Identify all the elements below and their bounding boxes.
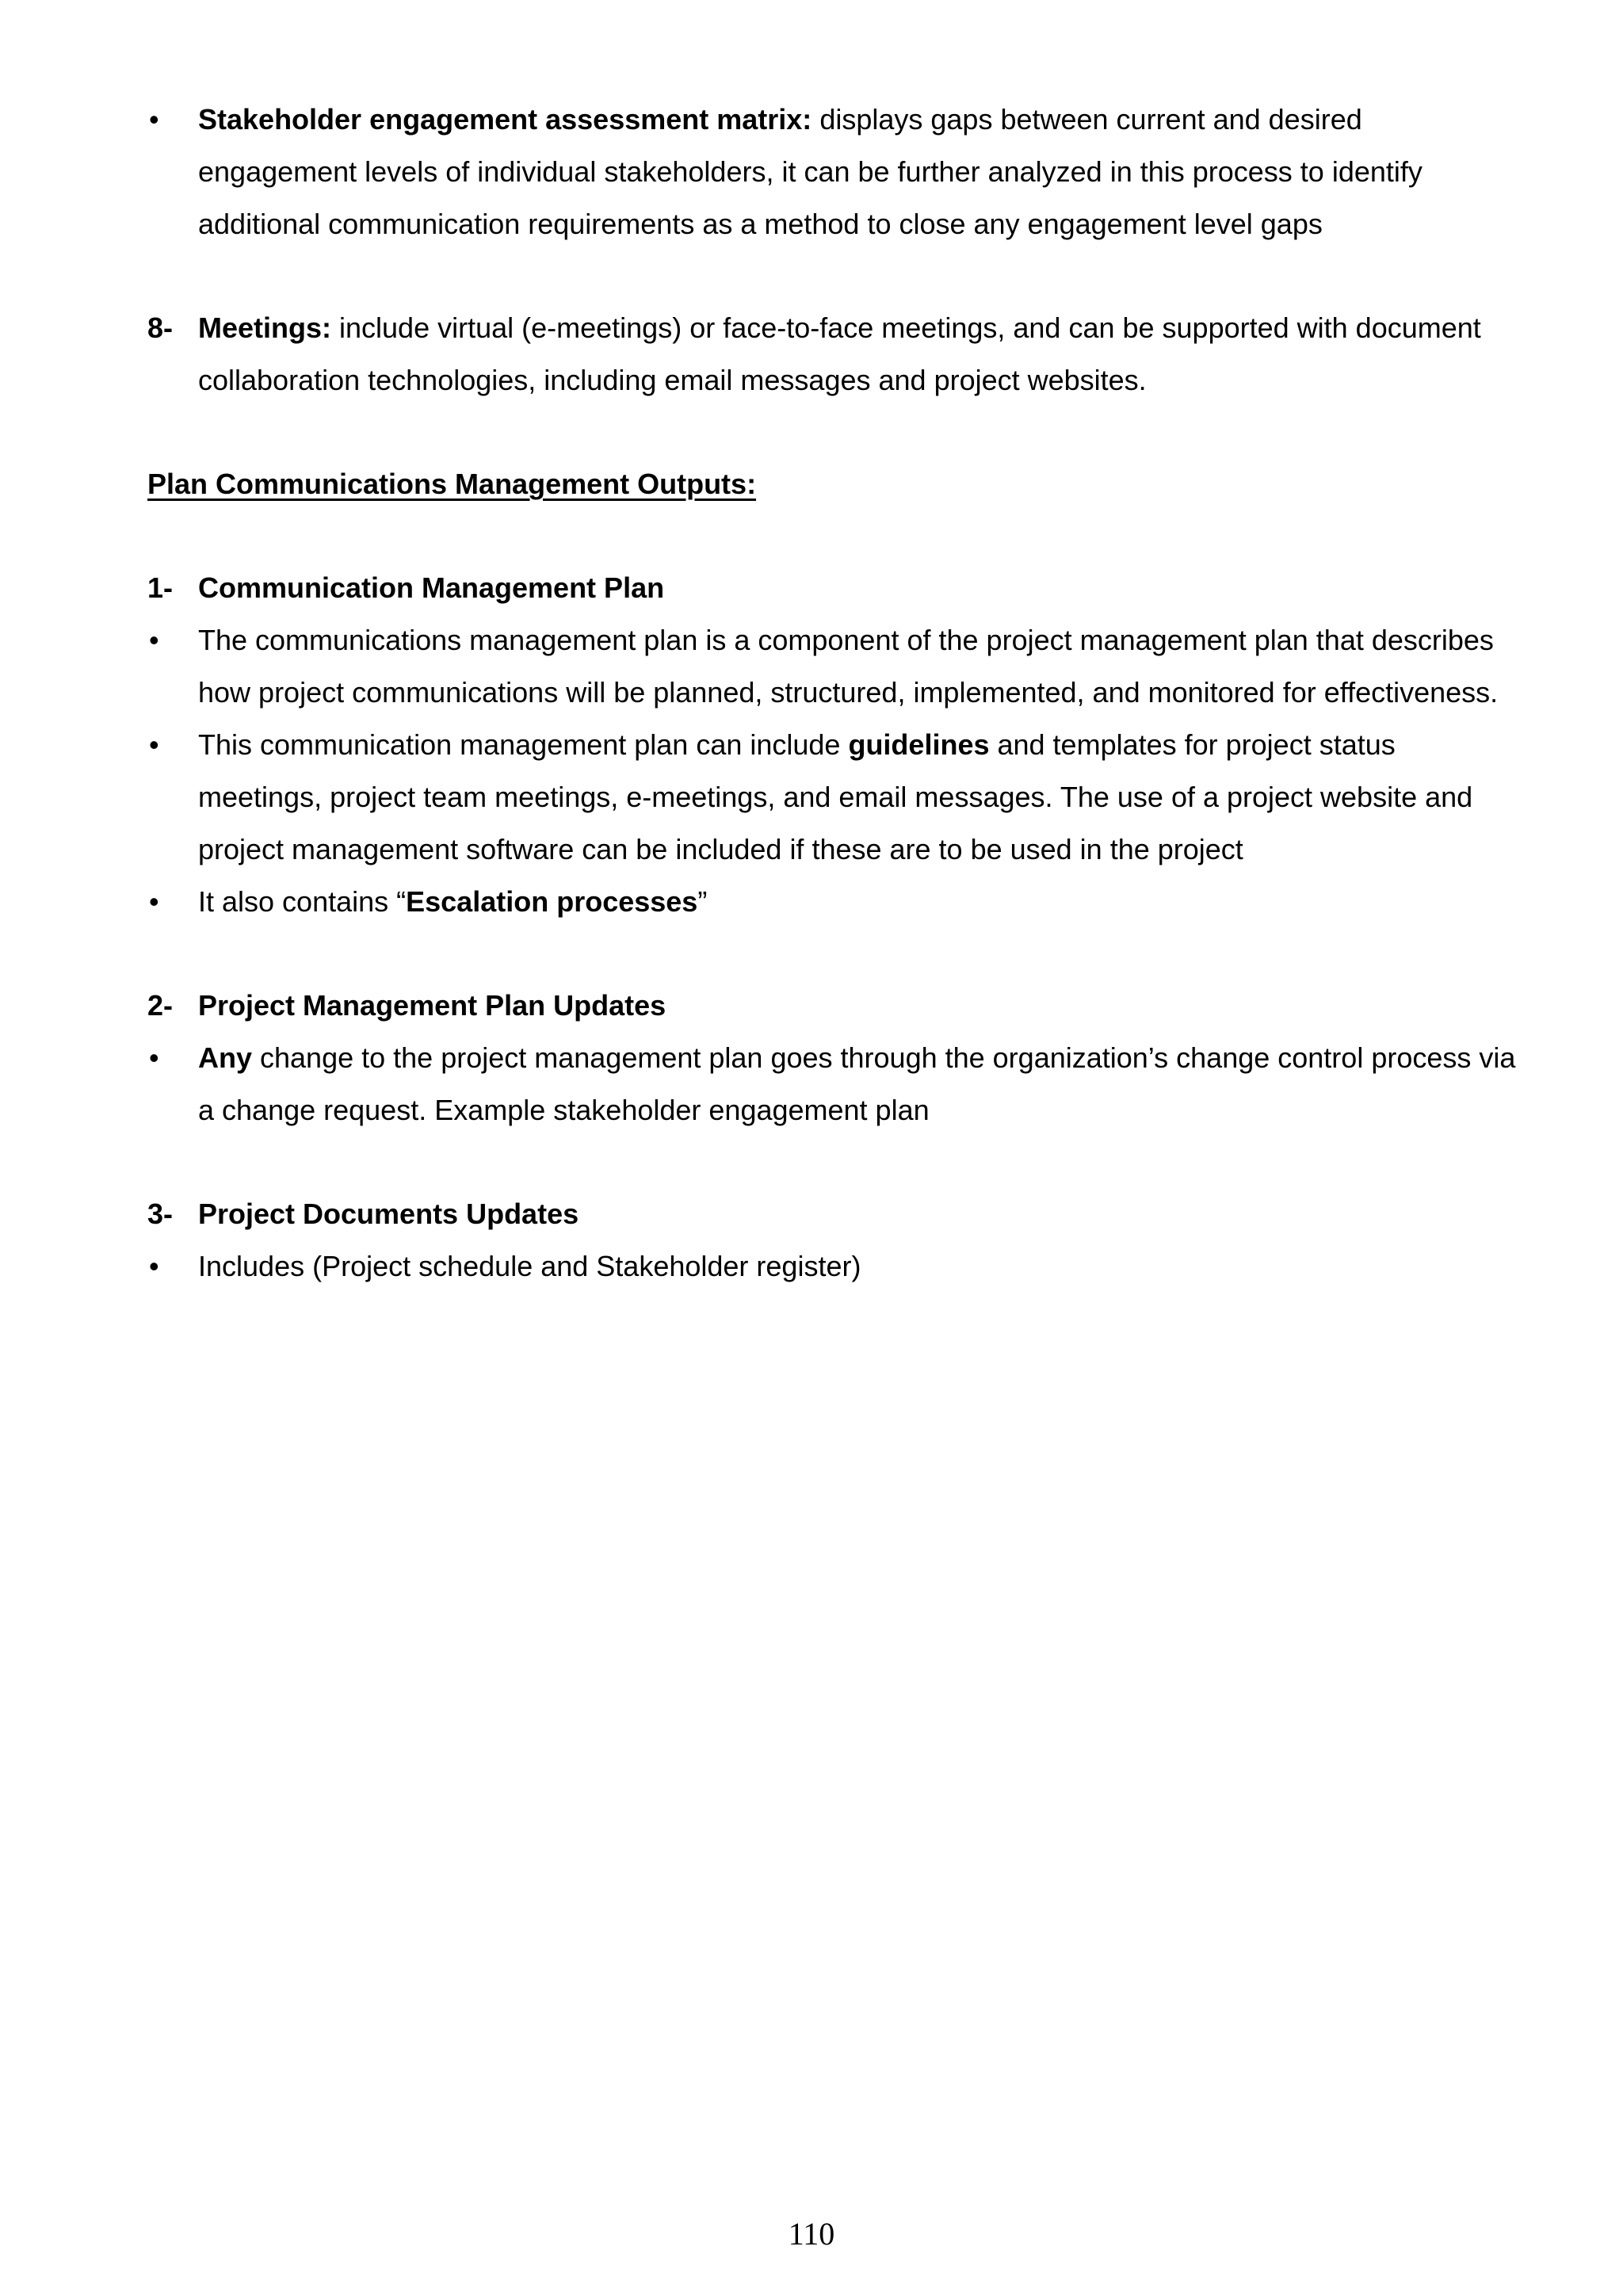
section-project-documents-updates [147, 1188, 1518, 1240]
section-number: 2- [147, 989, 174, 1022]
term-meetings: Meetings: [198, 311, 332, 344]
numbered-item-meetings [147, 302, 1518, 407]
section-project-management-plan-updates [147, 980, 1518, 1032]
bullet-text: The communications management plan is a component of the project management plan that describes how project communications will be planned, structured, implemented, and monitored for effectiveness. [198, 624, 1499, 709]
page-number: 110 [788, 2216, 835, 2252]
term-engagement-matrix: Stakeholder engagement assessment matrix: [198, 103, 812, 136]
page-content [147, 94, 1518, 1293]
bullet-icon: • [149, 1250, 159, 1282]
item-number: 8- [147, 311, 174, 344]
bullet-text: and templates for project status meetings, project team meetings, e-meetings, and email messages. The use of a project website and project management software can be included if these are to be used in the project [198, 728, 1473, 865]
description-engagement-matrix: displays gaps between current and desired engagement levels of individual stakeholders, it can be further analyzed in this process to identify additional communication requirements as a method to close any engagement level gaps [198, 103, 1423, 240]
bullet-item [147, 719, 1518, 876]
bullet-text: This communication management plan can include [198, 728, 849, 761]
bullet-icon: • [149, 728, 159, 761]
bullet-text: It also contains “ [198, 885, 407, 918]
bullet-emphasis: guidelines [848, 728, 990, 761]
bullet-text: Includes (Project schedule and Stakeholder register) [198, 1250, 861, 1282]
description-meetings: include virtual (e-meetings) or face-to-face meetings, and can be supported with document collaboration technologies, including email messages and project websites. [198, 311, 1481, 396]
bullet-icon: • [149, 103, 159, 136]
bullet-emphasis: Any [198, 1041, 253, 1074]
bullet-item [147, 876, 1518, 928]
section-number: 1- [147, 571, 174, 604]
section-communication-management-plan [147, 562, 1518, 614]
bullet-item-engagement-matrix [147, 94, 1518, 250]
section-title: Project Management Plan Updates [198, 989, 666, 1022]
bullet-item [147, 1032, 1518, 1137]
section-title: Project Documents Updates [198, 1198, 579, 1230]
bullet-item [147, 1240, 1518, 1293]
bullet-text: change to the project management plan goes through the organization’s change control process via a change request. Example stakeholder engagement plan [198, 1041, 1516, 1126]
bullet-icon: • [149, 885, 159, 918]
section-title: Communication Management Plan [198, 571, 665, 604]
section-number: 3- [147, 1198, 174, 1230]
bullet-icon: • [149, 624, 159, 656]
bullet-icon: • [149, 1041, 159, 1074]
outputs-heading: Plan Communications Management Outputs: [147, 468, 757, 500]
bullet-item [147, 614, 1518, 719]
bullet-text: ” [697, 885, 708, 918]
bullet-emphasis: Escalation processes [406, 885, 698, 918]
